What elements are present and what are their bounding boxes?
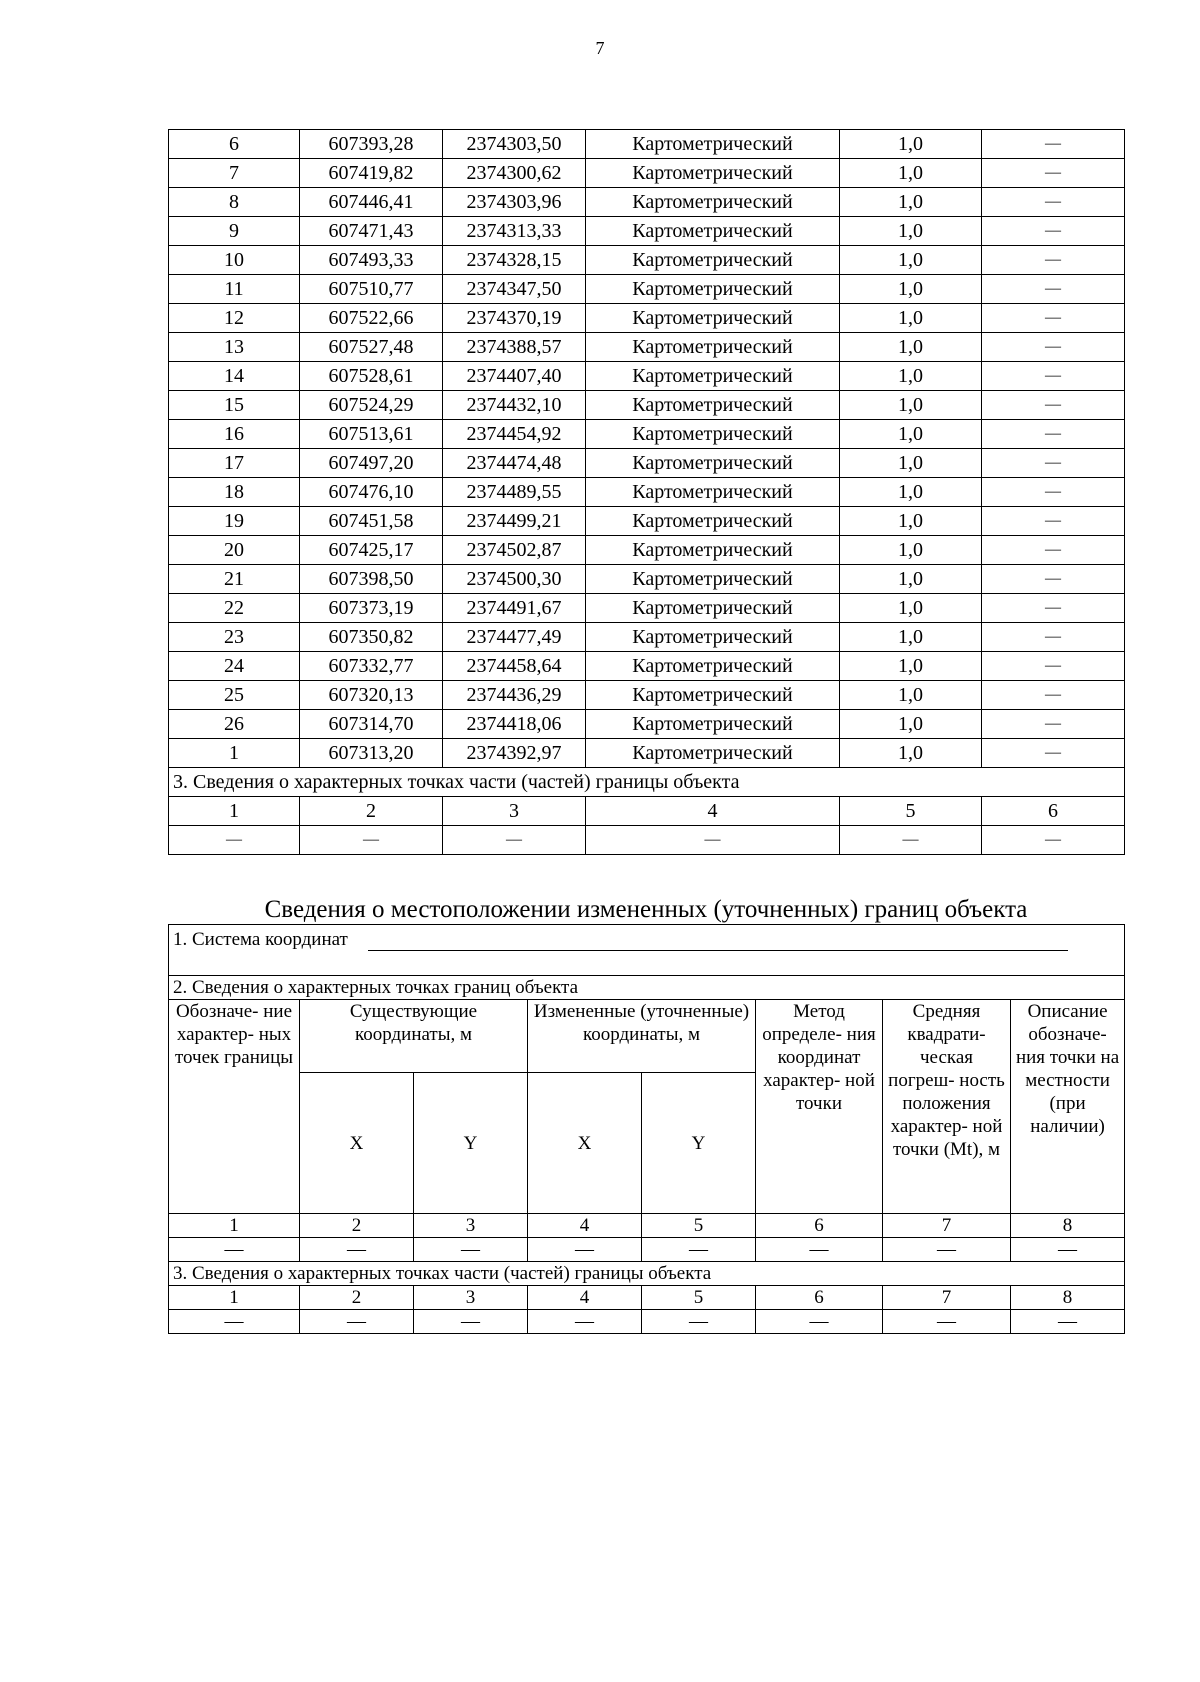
table-row bbox=[169, 217, 1125, 246]
table-row bbox=[169, 420, 1125, 449]
cell-x: 607524,29 bbox=[300, 391, 443, 420]
cell-method: Картометрический bbox=[586, 681, 840, 710]
cell-x: 607522,66 bbox=[300, 304, 443, 333]
cell-x: 607393,28 bbox=[300, 130, 443, 159]
cell-desc: — bbox=[982, 478, 1125, 507]
cell-desc: — bbox=[982, 565, 1125, 594]
cell-accuracy: 1,0 bbox=[840, 130, 982, 159]
cell-x: 607332,77 bbox=[300, 652, 443, 681]
cell-desc: — bbox=[982, 623, 1125, 652]
cell-n: 19 bbox=[169, 507, 300, 536]
cell-desc: — bbox=[982, 536, 1125, 565]
cell-method: Картометрический bbox=[586, 362, 840, 391]
cell-accuracy: 1,0 bbox=[840, 275, 982, 304]
cell-n: 17 bbox=[169, 449, 300, 478]
empty-cell: — bbox=[300, 1238, 414, 1262]
changed-boundaries-table bbox=[168, 924, 1125, 1334]
table-row bbox=[169, 188, 1125, 217]
column-number: 1 bbox=[169, 1214, 300, 1238]
cell-accuracy: 1,0 bbox=[840, 594, 982, 623]
empty-cell: — bbox=[414, 1310, 528, 1334]
cell-desc: — bbox=[982, 188, 1125, 217]
cell-method: Картометрический bbox=[586, 739, 840, 768]
empty-cell: — bbox=[169, 1238, 300, 1262]
empty-cell: — bbox=[1011, 1238, 1125, 1262]
col-method: Метод определе- ния координат характер- ной точки bbox=[756, 1000, 883, 1214]
cell-method: Картометрический bbox=[586, 420, 840, 449]
empty-cell: — bbox=[642, 1310, 756, 1334]
cell-x: 607497,20 bbox=[300, 449, 443, 478]
coordinate-system-blank bbox=[368, 932, 1068, 951]
cell-method: Картометрический bbox=[586, 304, 840, 333]
cell-n: 21 bbox=[169, 565, 300, 594]
cell-desc: — bbox=[982, 652, 1125, 681]
col-existing-x: X bbox=[300, 1073, 414, 1214]
cell-y: 2374418,06 bbox=[443, 710, 586, 739]
table-row bbox=[169, 275, 1125, 304]
col-accuracy: Средняя квадрати- ческая погреш- ность положения характер- ной точки (Mt), м bbox=[883, 1000, 1011, 1214]
table-row bbox=[169, 536, 1125, 565]
cell-n: 11 bbox=[169, 275, 300, 304]
table-row bbox=[169, 159, 1125, 188]
cell-desc: — bbox=[982, 130, 1125, 159]
cell-desc: — bbox=[982, 275, 1125, 304]
cell-method: Картометрический bbox=[586, 246, 840, 275]
cell-n: 10 bbox=[169, 246, 300, 275]
cell-x: 607451,58 bbox=[300, 507, 443, 536]
col-description: Описание обозначе- ния точки на местности (при наличии) bbox=[1011, 1000, 1125, 1214]
cell-y: 2374328,15 bbox=[443, 246, 586, 275]
cell-y: 2374500,30 bbox=[443, 565, 586, 594]
cell-accuracy: 1,0 bbox=[840, 188, 982, 217]
table-row bbox=[169, 565, 1125, 594]
cell-n: 15 bbox=[169, 391, 300, 420]
empty-cell: — bbox=[169, 1310, 300, 1334]
cell-desc: — bbox=[982, 246, 1125, 275]
cell-method: Картометрический bbox=[586, 275, 840, 304]
empty-cell: — bbox=[756, 1310, 883, 1334]
section3-title: 3. Сведения о характерных точках части (частей) границы объекта bbox=[169, 768, 1125, 797]
cell-desc: — bbox=[982, 333, 1125, 362]
table-row bbox=[169, 826, 1125, 855]
cell-desc: — bbox=[982, 507, 1125, 536]
empty-cell: — bbox=[982, 826, 1125, 855]
table-row bbox=[169, 1310, 1125, 1334]
cell-y: 2374491,67 bbox=[443, 594, 586, 623]
cell-method: Картометрический bbox=[586, 536, 840, 565]
cell-n: 22 bbox=[169, 594, 300, 623]
cell-y: 2374454,92 bbox=[443, 420, 586, 449]
cell-desc: — bbox=[982, 594, 1125, 623]
empty-cell: — bbox=[756, 1238, 883, 1262]
cell-accuracy: 1,0 bbox=[840, 681, 982, 710]
cell-y: 2374432,10 bbox=[443, 391, 586, 420]
cell-n: 13 bbox=[169, 333, 300, 362]
cell-accuracy: 1,0 bbox=[840, 565, 982, 594]
cell-accuracy: 1,0 bbox=[840, 478, 982, 507]
section2-title: 2. Сведения о характерных точках границ объекта bbox=[169, 976, 1125, 1000]
column-number: 6 bbox=[982, 797, 1125, 826]
cell-method: Картометрический bbox=[586, 652, 840, 681]
cell-y: 2374407,40 bbox=[443, 362, 586, 391]
col-designation: Обозначе- ние характер- ных точек границы bbox=[169, 1000, 300, 1214]
column-number: 2 bbox=[300, 1286, 414, 1310]
cell-desc: — bbox=[982, 739, 1125, 768]
column-number: 5 bbox=[642, 1214, 756, 1238]
cell-n: 20 bbox=[169, 536, 300, 565]
empty-cell: — bbox=[586, 826, 840, 855]
table-row bbox=[169, 710, 1125, 739]
coordinate-system-label: 1. Система координат bbox=[173, 928, 348, 950]
column-number: 2 bbox=[300, 1214, 414, 1238]
cell-x: 607419,82 bbox=[300, 159, 443, 188]
cell-y: 2374489,55 bbox=[443, 478, 586, 507]
cell-y: 2374300,62 bbox=[443, 159, 586, 188]
table-row bbox=[169, 623, 1125, 652]
table-row bbox=[169, 681, 1125, 710]
empty-cell: — bbox=[883, 1238, 1011, 1262]
cell-accuracy: 1,0 bbox=[840, 304, 982, 333]
cell-n: 12 bbox=[169, 304, 300, 333]
table-row bbox=[169, 594, 1125, 623]
cell-x: 607425,17 bbox=[300, 536, 443, 565]
cell-accuracy: 1,0 bbox=[840, 217, 982, 246]
cell-desc: — bbox=[982, 710, 1125, 739]
cell-y: 2374303,96 bbox=[443, 188, 586, 217]
cell-x: 607527,48 bbox=[300, 333, 443, 362]
table-row bbox=[169, 391, 1125, 420]
cell-n: 1 bbox=[169, 739, 300, 768]
cell-n: 14 bbox=[169, 362, 300, 391]
cell-accuracy: 1,0 bbox=[840, 420, 982, 449]
cell-x: 607314,70 bbox=[300, 710, 443, 739]
cell-accuracy: 1,0 bbox=[840, 652, 982, 681]
cell-accuracy: 1,0 bbox=[840, 362, 982, 391]
empty-cell: — bbox=[414, 1238, 528, 1262]
empty-cell: — bbox=[528, 1238, 642, 1262]
cell-x: 607493,33 bbox=[300, 246, 443, 275]
cell-y: 2374303,50 bbox=[443, 130, 586, 159]
cell-method: Картометрический bbox=[586, 159, 840, 188]
cell-y: 2374370,19 bbox=[443, 304, 586, 333]
empty-cell: — bbox=[642, 1238, 756, 1262]
cell-n: 6 bbox=[169, 130, 300, 159]
col-changed-coords: Измененные (уточненные) координаты, м bbox=[528, 1000, 756, 1073]
cell-x: 607471,43 bbox=[300, 217, 443, 246]
cell-y: 2374477,49 bbox=[443, 623, 586, 652]
cell-accuracy: 1,0 bbox=[840, 507, 982, 536]
cell-method: Картометрический bbox=[586, 623, 840, 652]
column-number: 3 bbox=[443, 797, 586, 826]
cell-n: 25 bbox=[169, 681, 300, 710]
page-number: 7 bbox=[595, 38, 605, 58]
table-row bbox=[169, 1286, 1125, 1310]
column-number: 3 bbox=[414, 1286, 528, 1310]
cell-method: Картометрический bbox=[586, 449, 840, 478]
col-changed-y: Y bbox=[642, 1073, 756, 1214]
empty-cell: — bbox=[300, 826, 443, 855]
cell-y: 2374499,21 bbox=[443, 507, 586, 536]
cell-method: Картометрический bbox=[586, 565, 840, 594]
cell-method: Картометрический bbox=[586, 217, 840, 246]
col-existing-coords: Существующие координаты, м bbox=[300, 1000, 528, 1073]
boundary-points-table bbox=[168, 129, 1125, 855]
cell-x: 607510,77 bbox=[300, 275, 443, 304]
cell-method: Картометрический bbox=[586, 333, 840, 362]
table-row bbox=[169, 478, 1125, 507]
cell-desc: — bbox=[982, 217, 1125, 246]
cell-desc: — bbox=[982, 449, 1125, 478]
table-row bbox=[169, 333, 1125, 362]
cell-x: 607320,13 bbox=[300, 681, 443, 710]
cell-method: Картометрический bbox=[586, 478, 840, 507]
cell-x: 607513,61 bbox=[300, 420, 443, 449]
cell-x: 607313,20 bbox=[300, 739, 443, 768]
table-row bbox=[169, 507, 1125, 536]
empty-cell: — bbox=[840, 826, 982, 855]
cell-method: Картометрический bbox=[586, 507, 840, 536]
coordinate-system-spacer bbox=[169, 953, 1125, 976]
column-number: 8 bbox=[1011, 1286, 1125, 1310]
cell-n: 26 bbox=[169, 710, 300, 739]
cell-x: 607398,50 bbox=[300, 565, 443, 594]
cell-method: Картометрический bbox=[586, 391, 840, 420]
cell-accuracy: 1,0 bbox=[840, 333, 982, 362]
table-row bbox=[169, 1214, 1125, 1238]
cell-accuracy: 1,0 bbox=[840, 449, 982, 478]
cell-x: 607350,82 bbox=[300, 623, 443, 652]
cell-accuracy: 1,0 bbox=[840, 159, 982, 188]
cell-method: Картометрический bbox=[586, 130, 840, 159]
cell-y: 2374458,64 bbox=[443, 652, 586, 681]
cell-n: 7 bbox=[169, 159, 300, 188]
cell-n: 24 bbox=[169, 652, 300, 681]
cell-accuracy: 1,0 bbox=[840, 391, 982, 420]
table-row bbox=[169, 304, 1125, 333]
cell-method: Картометрический bbox=[586, 594, 840, 623]
table-row bbox=[169, 652, 1125, 681]
table-row bbox=[169, 246, 1125, 275]
column-number: 4 bbox=[586, 797, 840, 826]
cell-desc: — bbox=[982, 420, 1125, 449]
column-number: 8 bbox=[1011, 1214, 1125, 1238]
column-number: 7 bbox=[883, 1214, 1011, 1238]
table-row bbox=[169, 449, 1125, 478]
cell-desc: — bbox=[982, 391, 1125, 420]
table-row bbox=[169, 797, 1125, 826]
cell-y: 2374436,29 bbox=[443, 681, 586, 710]
column-number: 6 bbox=[756, 1214, 883, 1238]
empty-cell: — bbox=[1011, 1310, 1125, 1334]
coordinate-system-row bbox=[169, 925, 1125, 954]
empty-cell: — bbox=[300, 1310, 414, 1334]
empty-cell: — bbox=[443, 826, 586, 855]
cell-accuracy: 1,0 bbox=[840, 536, 982, 565]
cell-desc: — bbox=[982, 681, 1125, 710]
cell-x: 607476,10 bbox=[300, 478, 443, 507]
column-number: 7 bbox=[883, 1286, 1011, 1310]
cell-n: 23 bbox=[169, 623, 300, 652]
table-row bbox=[169, 362, 1125, 391]
column-number: 3 bbox=[414, 1214, 528, 1238]
column-number: 6 bbox=[756, 1286, 883, 1310]
cell-x: 607446,41 bbox=[300, 188, 443, 217]
cell-y: 2374347,50 bbox=[443, 275, 586, 304]
col-existing-y: Y bbox=[414, 1073, 528, 1214]
column-number: 5 bbox=[642, 1286, 756, 1310]
cell-desc: — bbox=[982, 159, 1125, 188]
table-row bbox=[169, 1238, 1125, 1262]
table-row bbox=[169, 739, 1125, 768]
table-row bbox=[169, 130, 1125, 159]
empty-cell: — bbox=[883, 1310, 1011, 1334]
cell-accuracy: 1,0 bbox=[840, 623, 982, 652]
cell-y: 2374388,57 bbox=[443, 333, 586, 362]
cell-n: 16 bbox=[169, 420, 300, 449]
cell-y: 2374502,87 bbox=[443, 536, 586, 565]
cell-n: 8 bbox=[169, 188, 300, 217]
column-number: 1 bbox=[169, 1286, 300, 1310]
column-number: 5 bbox=[840, 797, 982, 826]
empty-cell: — bbox=[169, 826, 300, 855]
col-changed-x: X bbox=[528, 1073, 642, 1214]
cell-y: 2374313,33 bbox=[443, 217, 586, 246]
cell-n: 9 bbox=[169, 217, 300, 246]
cell-y: 2374392,97 bbox=[443, 739, 586, 768]
cell-accuracy: 1,0 bbox=[840, 739, 982, 768]
column-number: 4 bbox=[528, 1214, 642, 1238]
section-heading: Сведения о местоположении измененных (уточненных) границ объекта bbox=[264, 896, 1028, 923]
cell-x: 607373,19 bbox=[300, 594, 443, 623]
empty-cell: — bbox=[528, 1310, 642, 1334]
column-number: 1 bbox=[169, 797, 300, 826]
cell-desc: — bbox=[982, 362, 1125, 391]
cell-n: 18 bbox=[169, 478, 300, 507]
column-number: 4 bbox=[528, 1286, 642, 1310]
cell-accuracy: 1,0 bbox=[840, 246, 982, 275]
cell-x: 607528,61 bbox=[300, 362, 443, 391]
cell-method: Картометрический bbox=[586, 188, 840, 217]
cell-desc: — bbox=[982, 304, 1125, 333]
cell-accuracy: 1,0 bbox=[840, 710, 982, 739]
column-number: 2 bbox=[300, 797, 443, 826]
section3-title-2: 3. Сведения о характерных точках части (частей) границы объекта bbox=[169, 1262, 1125, 1286]
cell-method: Картометрический bbox=[586, 710, 840, 739]
cell-y: 2374474,48 bbox=[443, 449, 586, 478]
